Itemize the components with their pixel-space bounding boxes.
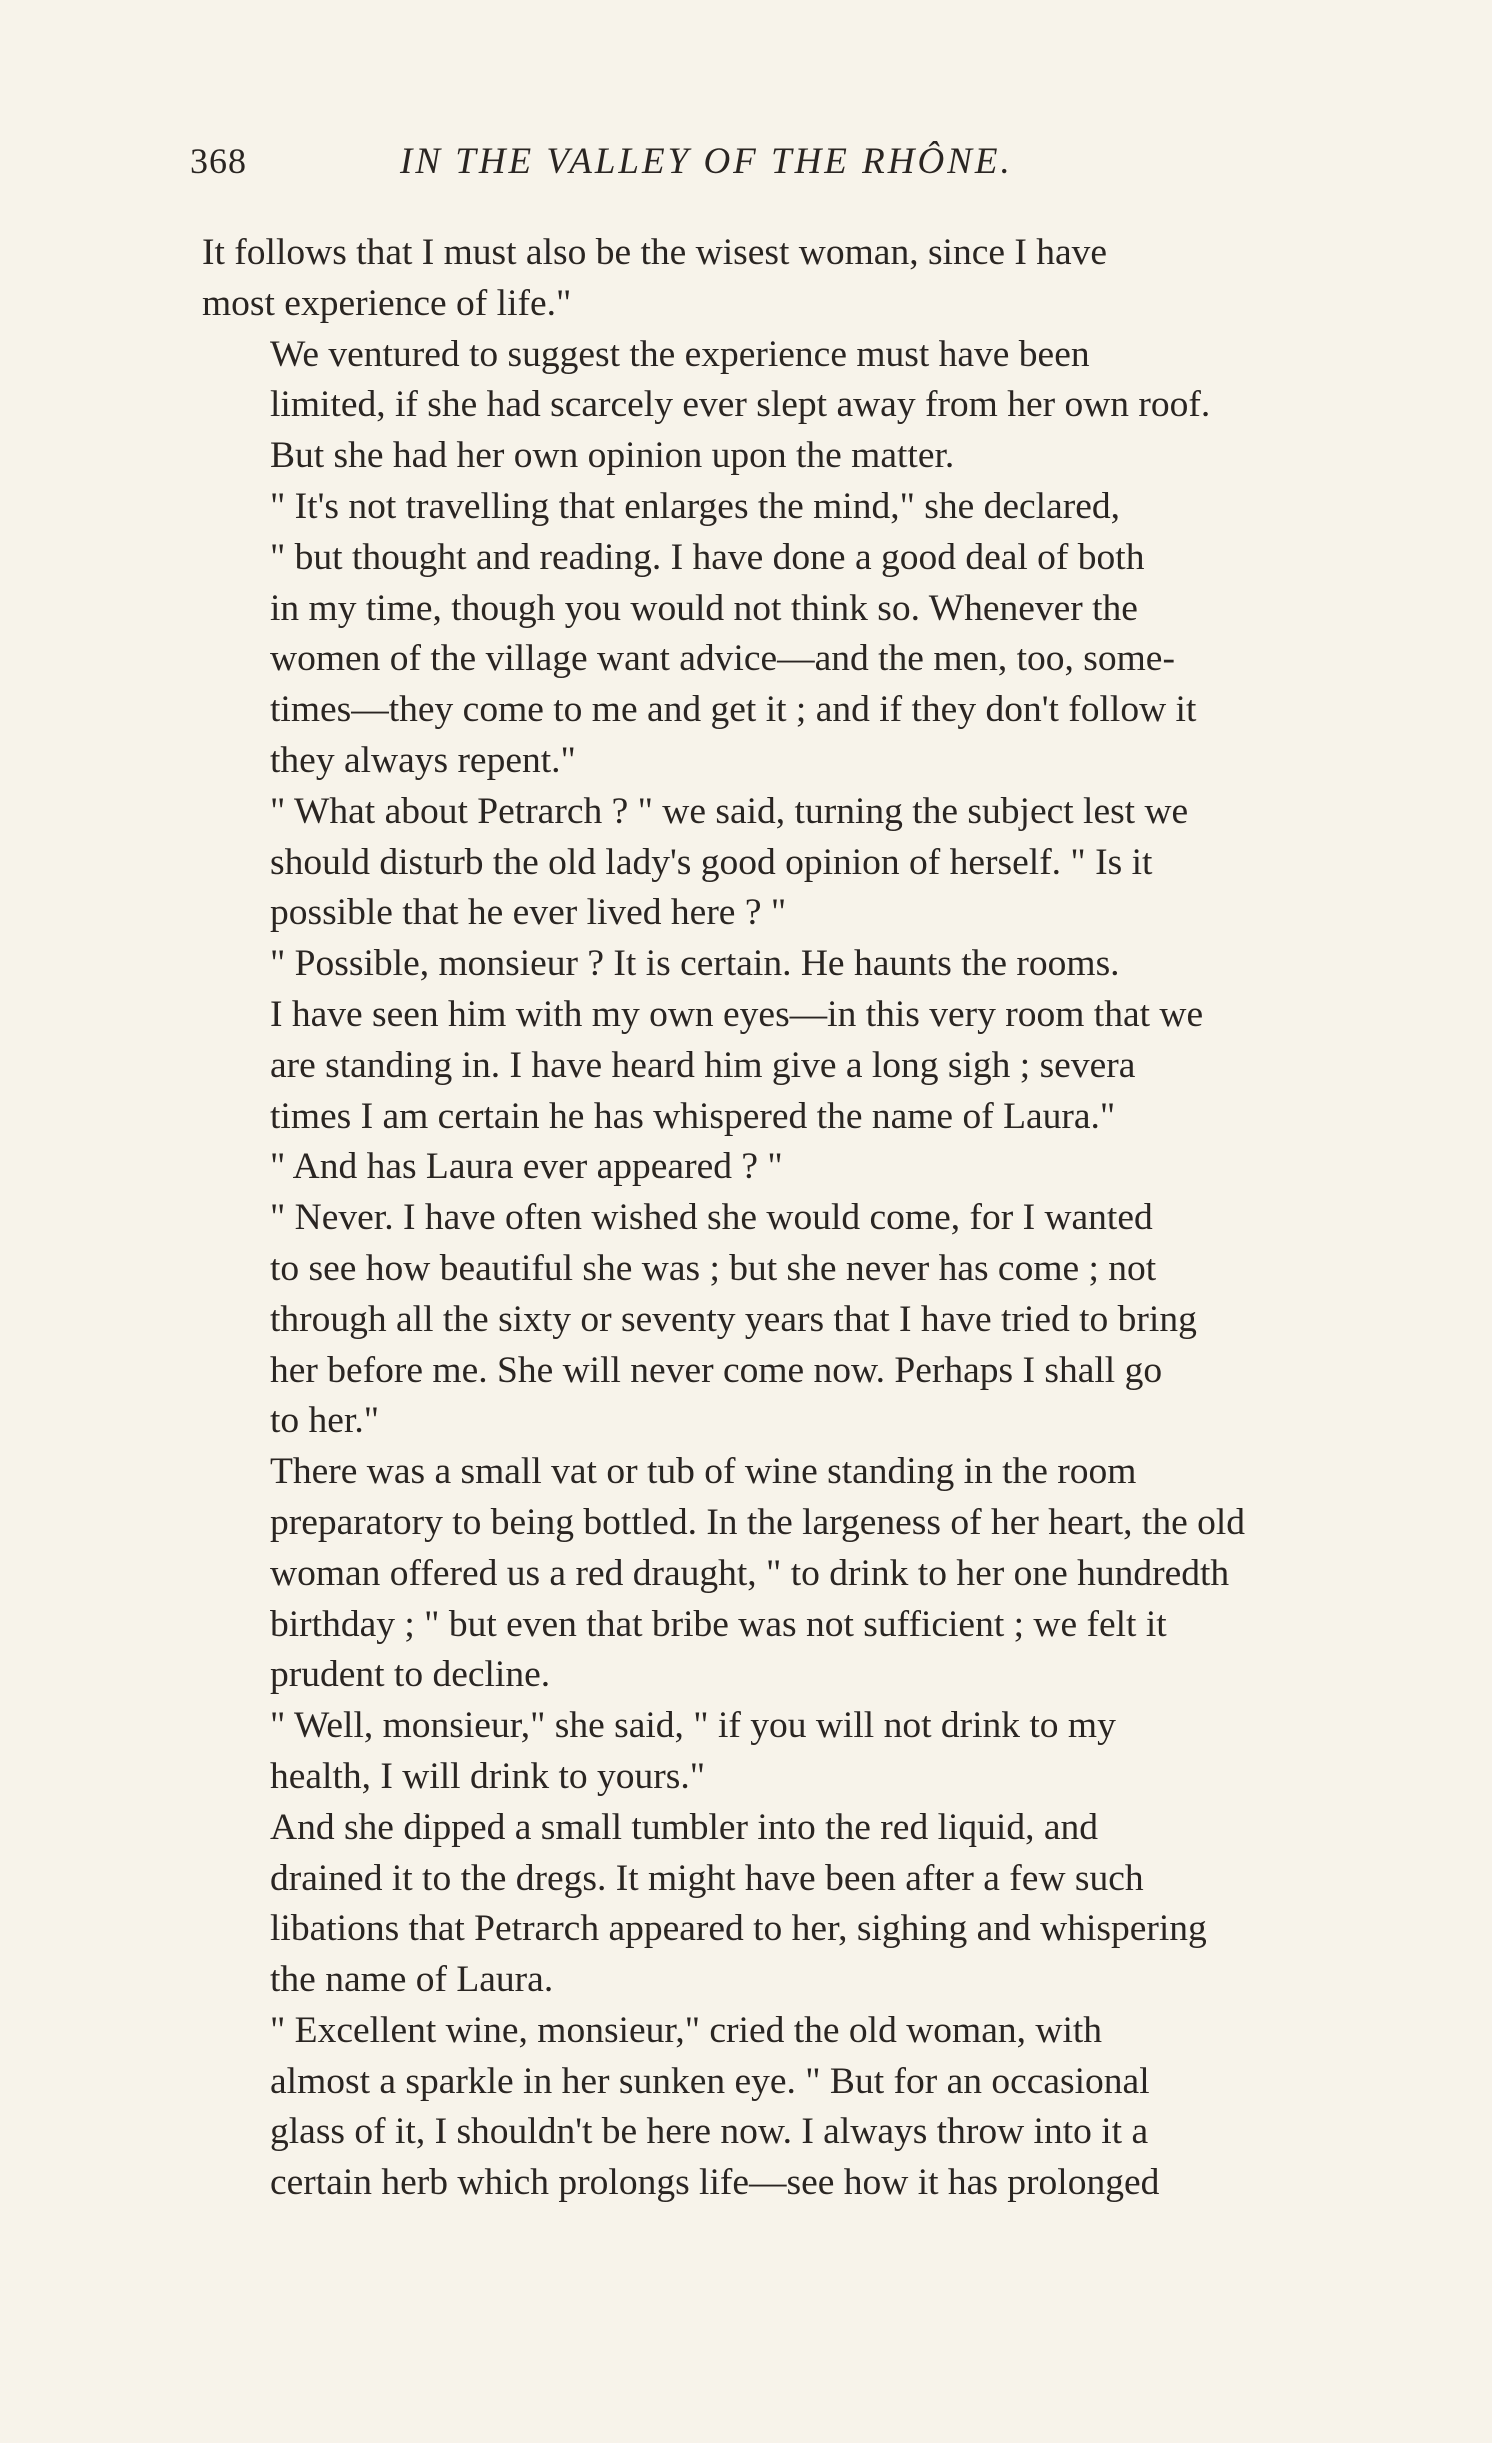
text-line: " Never. I have often wished she would come, for I wanted [270, 1197, 1153, 1239]
text-line: I have seen him with my own eyes—in this very room that we [270, 993, 1204, 1035]
text-line: woman offered us a red draught, " to drink to her one hundredth [270, 1552, 1230, 1594]
text-line: " Excellent wine, monsieur," cried the old woman, with [270, 2009, 1103, 2051]
paragraph [202, 1447, 1388, 1701]
text-line: almost a sparkle in her sunken eye. " But for an occasional [270, 2060, 1150, 2102]
text-line: should disturb the old lady's good opinion of herself. " Is it [270, 841, 1153, 883]
text-line: the name of Laura. [270, 1959, 554, 2001]
text-line: her before me. She will never come now. Perhaps I shall go [270, 1349, 1163, 1391]
text-line: There was a small vat or tub of wine standing in the room [270, 1451, 1137, 1493]
text-line: birthday ; " but even that bribe was not sufficient ; we felt it [270, 1603, 1167, 1645]
text-line: We ventured to suggest the experience must have been [270, 333, 1090, 375]
text-line: And she dipped a small tumbler into the red liquid, and [270, 1806, 1098, 1848]
text-line: preparatory to being bottled. In the largeness of her heart, the old [270, 1501, 1246, 1543]
body-text [202, 228, 1388, 2209]
text-line: " Well, monsieur," she said, " if you will not drink to my [270, 1705, 1116, 1747]
text-line: " Possible, monsieur ? It is certain. He haunts the rooms. [270, 943, 1120, 985]
text-line: It follows that I must also be the wisest woman, since I have [202, 232, 1108, 273]
text-line: " What about Petrarch ? " we said, turning the subject lest we [270, 790, 1189, 832]
text-line: are standing in. I have heard him give a long sigh ; severa [270, 1044, 1136, 1086]
text-line: through all the sixty or seventy years that I have tried to bring [270, 1298, 1197, 1340]
text-line: certain herb which prolongs life—see how it has prolonged [270, 2162, 1160, 2204]
paragraph [202, 2006, 1388, 2209]
text-line: drained it to the dregs. It might have been after a few such [270, 1857, 1144, 1899]
text-line: most experience of life." [202, 282, 572, 324]
paragraph [202, 482, 1388, 787]
text-line: times I am certain he has whispered the name of Laura." [270, 1095, 1116, 1137]
text-line: times—they come to me and get it ; and if they don't follow it [270, 689, 1197, 731]
text-line: they always repent." [270, 739, 576, 781]
text-line: glass of it, I shouldn't be here now. I always throw into it a [270, 2111, 1149, 2153]
text-line: " but thought and reading. I have done a good deal of both [270, 536, 1145, 578]
text-line: But she had her own opinion upon the matter. [270, 435, 955, 477]
text-line: possible that he ever lived here ? " [270, 892, 787, 934]
paragraph [202, 1193, 1388, 1447]
text-line: limited, if she had scarcely ever slept away from her own roof. [270, 384, 1211, 426]
text-line: to her." [270, 1400, 380, 1442]
running-title: IN THE VALLEY OF THE RHÔNE. [400, 141, 1013, 182]
paragraph [202, 1803, 1388, 2006]
text-line: health, I will drink to yours." [270, 1755, 706, 1797]
text-line: women of the village want advice—and the men, too, some- [270, 638, 1175, 680]
paragraph [202, 228, 1388, 330]
paragraph [202, 330, 1388, 482]
text-line: " It's not travelling that enlarges the mind," she declared, [270, 485, 1120, 527]
page-header [190, 140, 1190, 200]
text-line: libations that Petrarch appeared to her, sighing and whispering [270, 1908, 1207, 1950]
text-line: in my time, though you would not think so. Whenever the [270, 587, 1138, 629]
paragraph [202, 787, 1388, 939]
paragraph [202, 1701, 1388, 1803]
text-line: to see how beautiful she was ; but she never has come ; not [270, 1247, 1157, 1289]
page-number: 368 [190, 141, 247, 181]
text-line: prudent to decline. [270, 1654, 551, 1696]
text-line: " And has Laura ever appeared ? " [270, 1146, 783, 1188]
paragraph [202, 939, 1388, 1142]
paragraph [202, 1142, 1388, 1193]
